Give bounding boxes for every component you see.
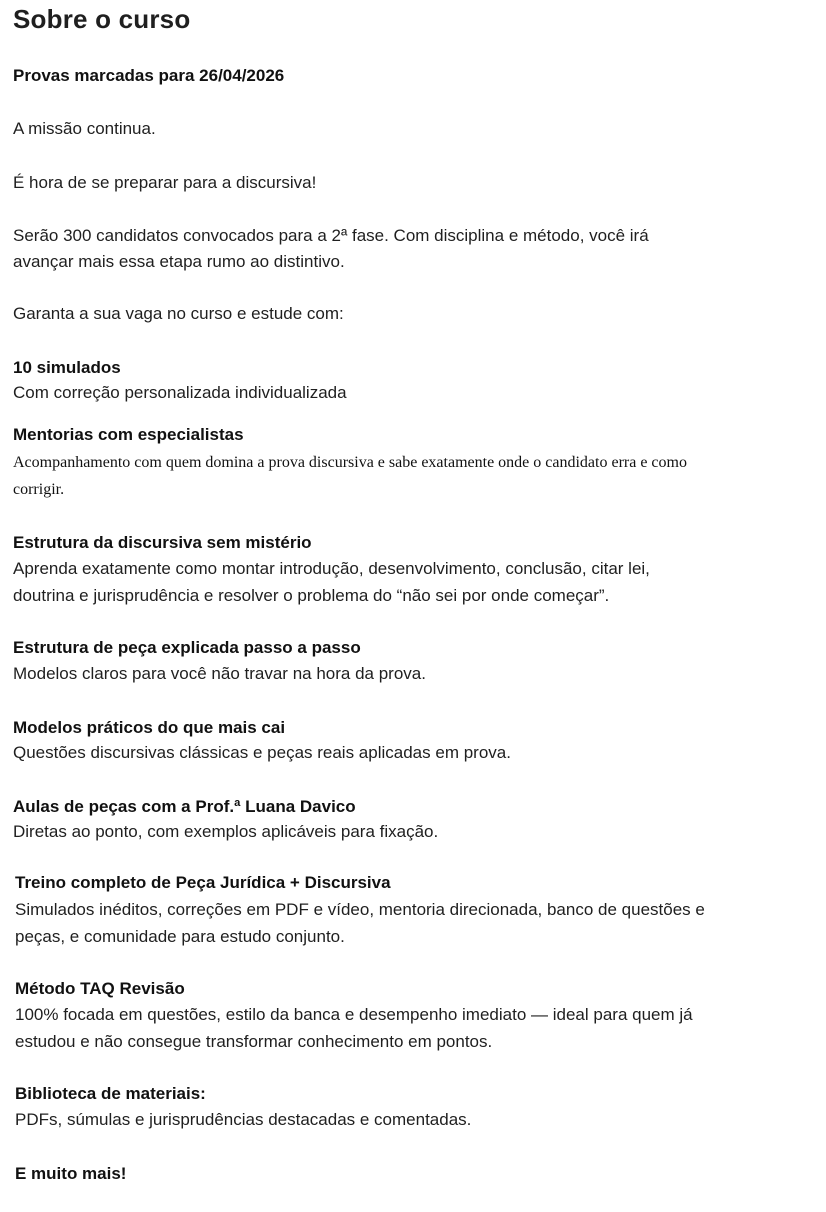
feature-title-estrutura-discursiva: Estrutura da discursiva sem mistério: [13, 533, 312, 552]
feature-desc-estrutura-discursiva-line-2: doutrina e jurisprudência e resolver o problema do “não sei por onde começar”.: [13, 586, 610, 605]
feature-title-aulas-pecas: Aulas de peças com a Prof.ª Luana Davico: [13, 797, 356, 816]
page-title: Sobre o curso: [13, 4, 191, 34]
feature-desc-treino-completo-line-2: peças, e comunidade para estudo conjunto.: [15, 927, 345, 946]
feature-desc-estrutura-discursiva-line-1: Aprenda exatamente como montar introdução, desenvolvimento, conclusão, citar lei,: [13, 559, 650, 578]
feature-title-modelos-praticos: Modelos práticos do que mais cai: [13, 718, 286, 737]
feature-desc-simulados: Com correção personalizada individualizada: [13, 383, 347, 402]
intro-candidates-line-2: avançar mais essa etapa rumo ao distintivo.: [13, 252, 345, 271]
exam-date-line: Provas marcadas para 26/04/2026: [13, 66, 285, 85]
feature-title-biblioteca: Biblioteca de materiais:: [15, 1084, 206, 1103]
feature-title-metodo-taq: Método TAQ Revisão: [15, 979, 185, 998]
intro-candidates-line-1: Serão 300 candidatos convocados para a 2ª fase. Com disciplina e método, você irá: [13, 226, 649, 245]
feature-title-treino-completo: Treino completo de Peça Jurídica + Discursiva: [15, 873, 391, 892]
feature-desc-estrutura-peca: Modelos claros para você não travar na hora da prova.: [13, 664, 426, 683]
feature-desc-metodo-taq-line-1: 100% focada em questões, estilo da banca e desempenho imediato — ideal para quem já: [15, 1005, 693, 1024]
feature-title-mentorias: Mentorias com especialistas: [13, 425, 244, 444]
feature-desc-mentorias-line-2: corrigir.: [13, 481, 65, 498]
feature-title-simulados: 10 simulados: [13, 358, 121, 377]
feature-desc-aulas-pecas: Diretas ao ponto, com exemplos aplicáveis para fixação.: [13, 822, 439, 841]
intro-mission: A missão continua.: [13, 119, 156, 138]
intro-prepare: É hora de se preparar para a discursiva!: [13, 173, 317, 192]
closing-line: E muito mais!: [15, 1164, 127, 1183]
feature-desc-treino-completo-line-1: Simulados inéditos, correções em PDF e vídeo, mentoria direcionada, banco de questões e: [15, 900, 705, 919]
feature-desc-biblioteca: PDFs, súmulas e jurisprudências destacadas e comentadas.: [15, 1110, 472, 1129]
feature-title-estrutura-peca: Estrutura de peça explicada passo a passo: [13, 638, 361, 657]
feature-desc-metodo-taq-line-2: estudou e não consegue transformar conhecimento em pontos.: [15, 1032, 493, 1051]
intro-enroll: Garanta a sua vaga no curso e estude com:: [13, 304, 344, 323]
feature-desc-modelos-praticos: Questões discursivas clássicas e peças reais aplicadas em prova.: [13, 743, 511, 762]
feature-desc-mentorias-line-1: Acompanhamento com quem domina a prova discursiva e sabe exatamente onde o candidato erra e como: [13, 454, 687, 471]
